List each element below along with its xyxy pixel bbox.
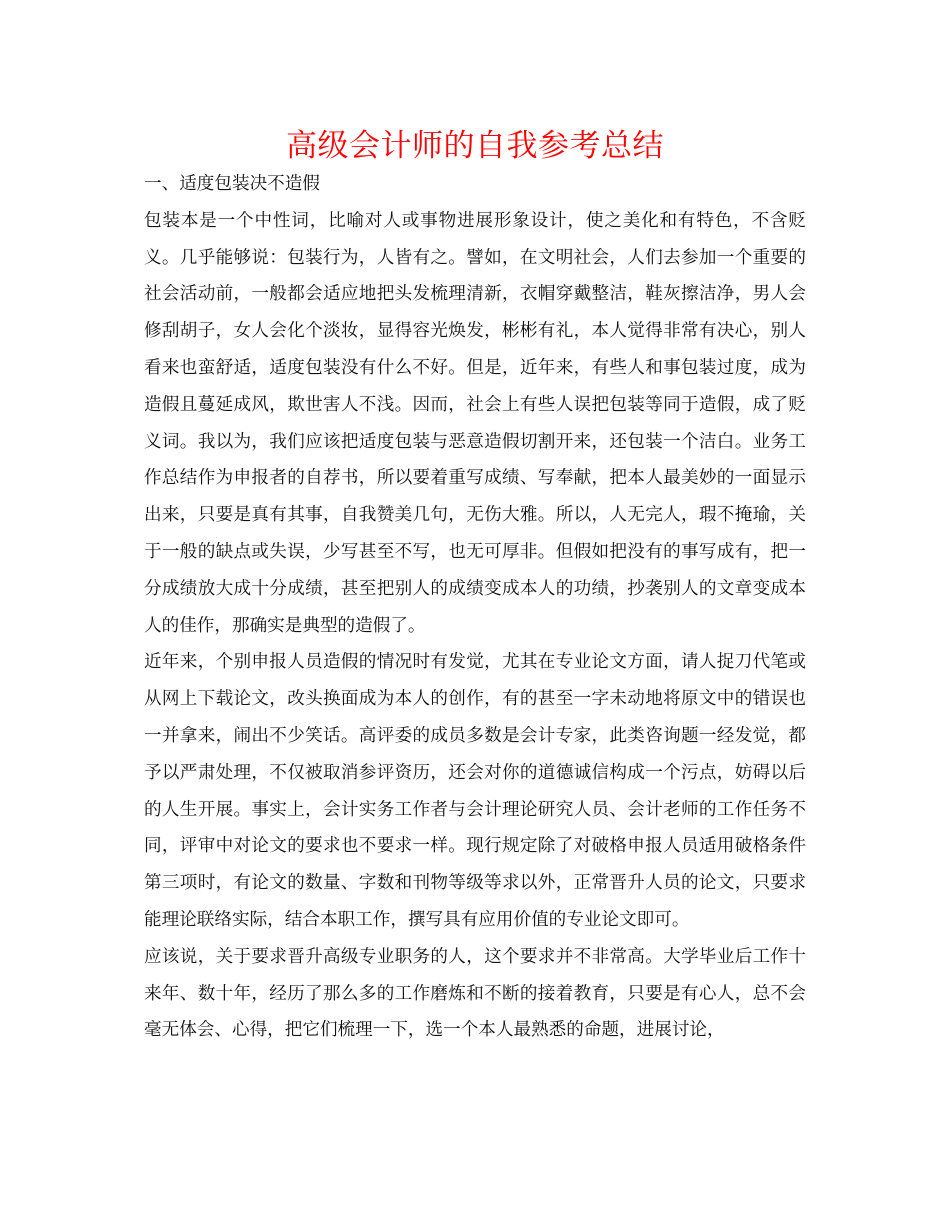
section-heading: 一、适度包装决不造假 <box>144 174 320 194</box>
document-body <box>144 166 806 1049</box>
paragraph-3: 应该说，关于要求晋升高级专业职务的人，这个要求并不非常高。大学毕业后工作十来年、数十年，经历了那么多的工作磨炼和不断的接着教育，只要是有心人，总不会毫无体会、心得，把它们梳理一下，选一个本人最熟悉的命题，进展讨论， <box>144 946 806 1041</box>
document-title: 高级会计师的自我参考总结 <box>286 128 664 164</box>
paragraph-2: 近年来，个别申报人员造假的情况时有发觉，尤其在专业论文方面，请人捉刀代笔或从网上下载论文，改头换面成为本人的创作，有的甚至一字未动地将原文中的错误也一并拿来，闹出不少笑话。高评委的成员多数是会计专家，此类咨询题一经发觉，都予以严肃处理，不仅被取消参评资历，还会对你的道德诚信构成一个污点，妨碍以后的人生开展。事实上，会计实务工作者与会计理论研究人员、会计老师的工作任务不同，评审中对论文的要求也不要求一样。现行规定除了对破格申报人员适用破格条件第三项时，有论文的数量、字数和刊物等级等求以外，正常晋升人员的论文，只要求能理论联络实际，结合本职工作，撰写具有应用价值的专业论文即可。 <box>144 652 806 930</box>
paragraph-1: 包装本是一个中性词，比喻对人或事物进展形象设计，使之美化和有特色，不含贬义。几乎能够说：包装行为，人皆有之。譬如，在文明社会，人们去参加一个重要的社会活动前，一般都会适应地把头发梳理清新，衣帽穿戴整洁，鞋灰擦洁净，男人会修刮胡子，女人会化个淡妆，显得容光焕发，彬彬有礼，本人觉得非常有决心，别人看来也蛮舒适，适度包装没有什么不好。但是，近年来，有些人和事包装过度，成为造假且蔓延成风，欺世害人不浅。因而，社会上有些人误把包装等同于造假，成了贬义词。我以为，我们应该把适度包装与恶意造假切割开来，还包装一个洁白。业务工作总结作为申报者的自荐书，所以要着重写成绩、写奉献，把本人最美妙的一面显示出来，只要是真有其事，自我赞美几句，无伤大雅。所以，人无完人，瑕不掩瑜，关于一般的缺点或失误，少写甚至不写，也无可厚非。但假如把没有的事写成有，把一分成绩放大成十分成绩，甚至把别人的成绩变成本人的功绩，抄袭别人的文章变成本人的佳作，那确实是典型的造假了。 <box>144 210 806 636</box>
